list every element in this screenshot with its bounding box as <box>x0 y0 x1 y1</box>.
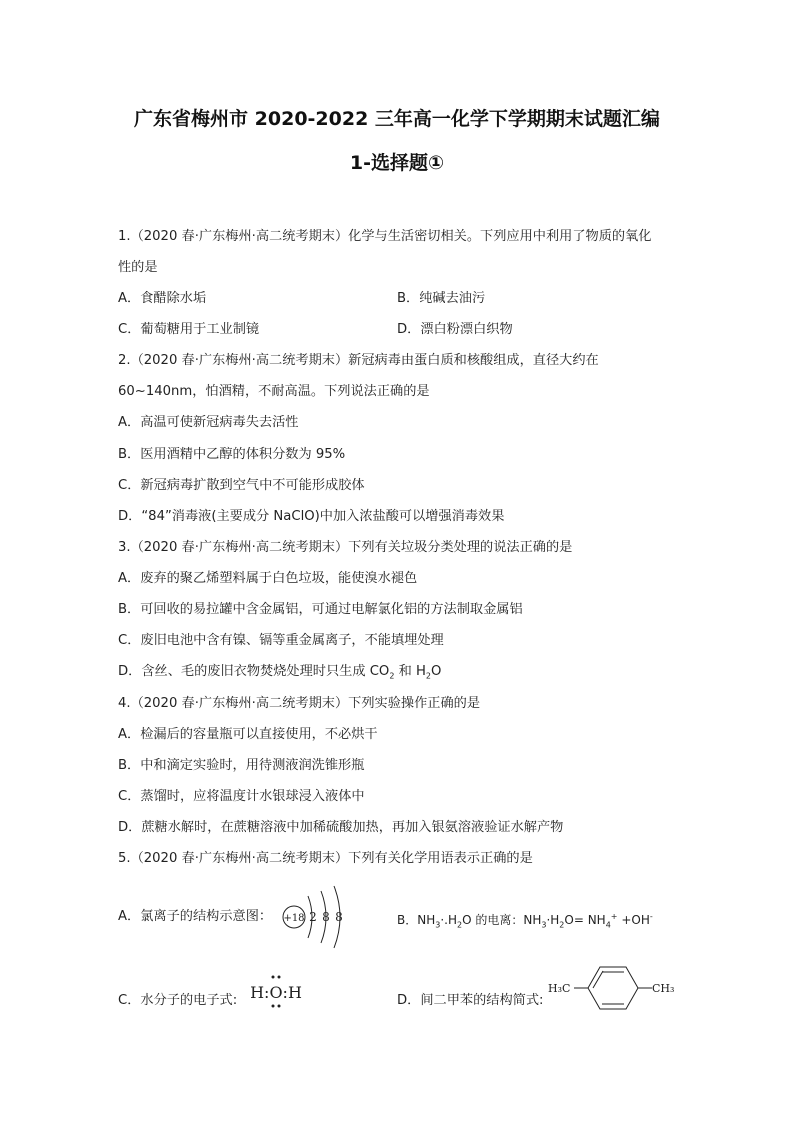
q3-option-a: A．废弃的聚乙烯塑料属于白色垃圾，能使溴水褪色 <box>118 571 418 586</box>
water-electron-formula <box>244 970 310 1014</box>
q5-b-text-1: B．NH <box>397 913 436 927</box>
q2-stem-line2: 60~140nm，怕酒精，不耐高温。下列说法正确的是 <box>118 384 430 399</box>
q5-option-a: A．氯离子的结构示意图： <box>118 909 273 924</box>
q4-option-c: C．蒸馏时，应将温度计水银球浸入液体中 <box>118 789 365 804</box>
q5-option-b <box>397 908 653 934</box>
q3-option-d <box>118 663 441 686</box>
nucleus-charge: +18 <box>283 913 305 924</box>
q3-option-b: B．可回收的易拉罐中含金属铝，可通过电解氯化铝的方法制取金属铝 <box>118 602 523 617</box>
shell-2-electrons: 8 <box>322 910 330 924</box>
q5-b-text-5: O= NH <box>564 913 606 927</box>
q1-option-b: B．纯碱去油污 <box>397 291 486 306</box>
q3-stem-line1: 3.（2020 春·广东梅州·高二统考期末）下列有关垃圾分类处理的说法正确的是 <box>118 540 573 555</box>
q5-b-sub-2: 2 <box>456 920 463 930</box>
q5-option-d: D．间二甲苯的结构简式: <box>397 993 544 1008</box>
q5-b-sub-4: 2 <box>559 920 565 930</box>
q1-option-d: D．漂白粉漂白织物 <box>397 322 513 337</box>
q3-option-d-sub2: 2 <box>425 671 431 681</box>
q1-stem-line1: 1.（2020 春·广东梅州·高二统考期末）化学与生活密切相关。下列应用中利用了物质的氧化 <box>118 229 652 244</box>
q5-stem-line1: 5.（2020 春·广东梅州·高二统考期末）下列有关化学用语表示正确的是 <box>118 851 533 866</box>
q5-b-text-2: ·.H <box>440 913 457 927</box>
lone-pair-dot-top-left <box>272 976 275 979</box>
q1-stem-line2: 性的是 <box>118 260 158 275</box>
q3-option-c: C．废旧电池中含有镍、镉等重金属离子，不能填埋处理 <box>118 633 444 648</box>
q2-option-c: C．新冠病毒扩散到空气中不可能形成胶体 <box>118 478 365 493</box>
q5-option-c: C．水分子的电子式: <box>118 993 238 1008</box>
q5-b-text-4: ·H <box>546 913 560 927</box>
q5-b-sub-3: 3 <box>541 920 547 930</box>
xylene-structure <box>548 958 678 1014</box>
xylene-left-methyl: H₃C <box>548 982 571 995</box>
q3-option-d-end: O <box>431 664 442 679</box>
xylene-right-methyl: CH₃ <box>652 982 675 995</box>
q3-option-d-mid: 和 H <box>394 664 426 679</box>
document-title-line2: 1-选择题① <box>349 152 445 174</box>
q4-option-b: B．中和滴定实验时，用待测液润洗锥形瓶 <box>118 758 365 773</box>
benzene-ring <box>588 967 638 1009</box>
q4-option-a: A．检漏后的容量瓶可以直接使用，不必烘干 <box>118 727 378 742</box>
q1-option-c: C．葡萄糖用于工业制镜 <box>118 322 260 337</box>
q3-option-d-sub1: 2 <box>389 671 395 681</box>
q4-stem-line1: 4.（2020 春·广东梅州·高二统考期末）下列实验操作正确的是 <box>118 696 481 711</box>
q3-option-d-text: D．含丝、毛的废旧衣物焚烧处理时只生成 CO <box>118 664 390 679</box>
chloride-ion-structure-diagram <box>280 884 352 950</box>
lone-pair-dot-bottom-left <box>272 1005 275 1008</box>
q2-option-d: D．“84”消毒液(主要成分 NaClO)中加入浓盐酸可以增强消毒效果 <box>118 509 505 524</box>
shell-3-electrons: 8 <box>335 910 343 924</box>
q5-b-text-3: O 的电离：NH <box>462 913 542 927</box>
q5-b-ammonium-sub: 4 <box>605 920 611 930</box>
q2-option-b: B．医用酒精中乙醇的体积分数为 95% <box>118 447 346 462</box>
lone-pair-dot-bottom-right <box>278 1005 281 1008</box>
q2-stem-line1: 2.（2020 春·广东梅州·高二统考期末）新冠病毒由蛋白质和核酸组成，直径大约在 <box>118 353 599 368</box>
water-formula-text: H:O:H <box>250 983 302 1002</box>
lone-pair-dot-top-right <box>278 976 281 979</box>
document-title-line1: 广东省梅州市 2020-2022 三年高一化学下学期期末试题汇编 <box>134 108 660 130</box>
shell-1-electrons: 2 <box>309 910 317 924</box>
q1-option-a: A．食醋除水垢 <box>118 291 207 306</box>
q5-b-hydroxide-charge: - <box>649 912 653 921</box>
q5-b-sub-1: 3 <box>435 920 441 930</box>
q2-option-a: A．高温可使新冠病毒失去活性 <box>118 415 299 430</box>
ring-double-bond-left <box>593 971 603 988</box>
q5-b-ammonium-charge: + <box>610 912 618 921</box>
q4-option-d: D．蔗糖水解时，在蔗糖溶液中加稀硫酸加热，再加入银氨溶液验证水解产物 <box>118 820 564 835</box>
q5-b-text-6: +OH <box>617 913 650 927</box>
